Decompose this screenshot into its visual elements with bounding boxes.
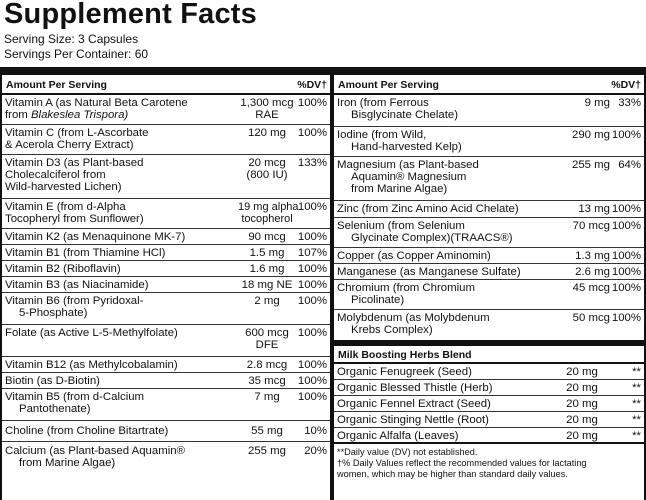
nutrient-amount: 2.6 mg bbox=[575, 266, 610, 278]
serving-size: Serving Size: 3 Capsules bbox=[4, 32, 139, 46]
herb-dv: ** bbox=[632, 430, 641, 442]
nutrient-row bbox=[2, 95, 330, 125]
nutrient-name: Vitamin B3 (as Niacinamide) bbox=[5, 279, 149, 291]
herb-name: Organic Fenugreek (Seed) bbox=[337, 366, 472, 378]
nutrient-dv: 100% bbox=[297, 97, 327, 109]
nutrient-amount: 255 mg bbox=[248, 445, 286, 457]
nutrient-row bbox=[2, 199, 330, 229]
nutrient-name: Choline (from Choline Bitartrate) bbox=[5, 425, 169, 437]
herb-dv: ** bbox=[632, 414, 641, 426]
nutrient-name: Vitamin E (from d-Alpha Tocopheryl from Sunflower) bbox=[5, 201, 144, 225]
nutrient-amount: 9 mg bbox=[584, 97, 610, 109]
footnote-line: †% Daily Values reflect the recommended values for lactating bbox=[337, 458, 587, 468]
nutrient-dv: 100% bbox=[297, 279, 327, 291]
nutrient-amount: 1.3 mg bbox=[575, 250, 610, 262]
nutrient-row bbox=[2, 277, 330, 293]
nutrient-dv: 20% bbox=[304, 445, 327, 457]
blend-heading: Milk Boosting Herbs Blend bbox=[334, 346, 644, 364]
nutrient-name: Vitamin B2 (Riboflavin) bbox=[5, 263, 121, 275]
nutrient-dv: 100% bbox=[611, 220, 641, 232]
nutrient-name: Molybdenum (as Molybdenum Krebs Complex) bbox=[337, 312, 490, 336]
nutrient-dv: 133% bbox=[297, 157, 327, 169]
page-title: Supplement Facts bbox=[4, 0, 257, 30]
blend-row bbox=[334, 396, 644, 412]
nutrient-dv: 100% bbox=[297, 263, 327, 275]
nutrient-name: Iron (from Ferrous Bisglycinate Chelate) bbox=[337, 97, 458, 121]
nutrient-name: Chromium (from Chromium Picolinate) bbox=[337, 282, 475, 306]
nutrient-dv: 100% bbox=[611, 312, 641, 324]
herb-amount: 20 mg bbox=[566, 398, 598, 410]
nutrient-amount: 35 mcg bbox=[248, 375, 286, 387]
herb-amount: 20 mg bbox=[566, 382, 598, 394]
amount-per-serving-heading: Amount Per Serving bbox=[338, 79, 439, 91]
nutrient-amount: 70 mcg bbox=[572, 220, 610, 232]
nutrient-name: Vitamin K2 (as Menaquinone MK-7) bbox=[5, 231, 186, 243]
herb-name: Organic Stinging Nettle (Root) bbox=[337, 414, 489, 426]
herb-dv: ** bbox=[632, 382, 641, 394]
left-column bbox=[2, 75, 330, 474]
nutrient-row bbox=[2, 442, 330, 474]
servings-per-container: Servings Per Container: 60 bbox=[4, 47, 149, 61]
right-column bbox=[334, 75, 644, 480]
nutrient-name: Folate (as Active L-5-Methylfolate) bbox=[5, 327, 178, 339]
nutrient-row bbox=[334, 248, 644, 264]
nutrient-row bbox=[334, 310, 644, 340]
nutrient-name: Vitamin B5 (from d-Calcium Pantothenate) bbox=[5, 391, 145, 415]
nutrient-amount: 19 mg alpha tocopherol bbox=[238, 201, 299, 225]
right-column-header bbox=[334, 75, 644, 95]
dv-heading: %DV† bbox=[611, 79, 641, 91]
nutrient-name: Manganese (as Manganese Sulfate) bbox=[337, 266, 521, 278]
nutrient-amount: 1.6 mg bbox=[249, 263, 285, 275]
nutrient-row bbox=[334, 201, 644, 218]
nutrient-row bbox=[334, 218, 644, 248]
amount-per-serving-heading: Amount Per Serving bbox=[6, 79, 107, 91]
footnote-line: women, which may be higher than standard daily values. bbox=[337, 469, 568, 479]
nutrient-dv: 107% bbox=[297, 247, 327, 259]
nutrient-amount: 50 mcg bbox=[572, 312, 610, 324]
nutrient-amount: 255 mg bbox=[572, 159, 610, 171]
nutrient-dv: 100% bbox=[611, 282, 641, 294]
nutrient-row bbox=[2, 421, 330, 442]
nutrient-row bbox=[2, 293, 330, 325]
nutrient-row bbox=[2, 261, 330, 277]
nutrient-name: Vitamin B1 (from Thiamine HCl) bbox=[5, 247, 166, 259]
footnotes bbox=[334, 444, 644, 480]
nutrient-amount: 20 mcg (800 IU) bbox=[246, 157, 288, 181]
nutrient-amount: 1,300 mcg RAE bbox=[240, 97, 294, 121]
left-column-header bbox=[2, 75, 330, 95]
herb-name: Organic Fennel Extract (Seed) bbox=[337, 398, 491, 410]
nutrient-amount: 1.5 mg bbox=[249, 247, 285, 259]
nutrient-name: Vitamin B6 (from Pyridoxal- 5-Phosphate) bbox=[5, 295, 144, 319]
blend-row bbox=[334, 364, 644, 380]
nutrient-name: Vitamin D3 (as Plant-based Cholecalciferol from Wild-harvested Lichen) bbox=[5, 157, 144, 193]
nutrient-row bbox=[334, 157, 644, 201]
nutrient-dv: 100% bbox=[297, 201, 327, 213]
nutrient-name: Zinc (from Zinc Amino Acid Chelate) bbox=[337, 203, 519, 215]
nutrient-row bbox=[334, 127, 644, 157]
nutrient-dv: 33% bbox=[618, 97, 641, 109]
nutrient-row bbox=[334, 95, 644, 127]
nutrient-row bbox=[2, 245, 330, 261]
nutrient-amount: 55 mg bbox=[251, 425, 283, 437]
blend-row bbox=[334, 412, 644, 428]
nutrient-dv: 10% bbox=[304, 425, 327, 437]
footnote-line: **Daily value (DV) not established. bbox=[337, 447, 478, 457]
nutrient-dv: 100% bbox=[297, 231, 327, 243]
nutrient-dv: 100% bbox=[297, 327, 327, 339]
nutrient-amount: 13 mg bbox=[578, 203, 610, 215]
herb-dv: ** bbox=[632, 366, 641, 378]
nutrient-dv: 100% bbox=[297, 359, 327, 371]
nutrient-row bbox=[2, 155, 330, 199]
nutrient-row bbox=[2, 325, 330, 357]
dv-heading: %DV† bbox=[297, 79, 327, 91]
nutrient-name: Copper (as Copper Aminomin) bbox=[337, 250, 491, 262]
nutrient-amount: 90 mcg bbox=[248, 231, 286, 243]
nutrient-dv: 100% bbox=[611, 129, 641, 141]
nutrient-name: Iodine (from Wild, Hand-harvested Kelp) bbox=[337, 129, 462, 153]
nutrient-amount: 290 mg bbox=[572, 129, 610, 141]
blend-row bbox=[334, 380, 644, 396]
nutrient-row bbox=[2, 229, 330, 245]
nutrient-row bbox=[2, 389, 330, 421]
nutrient-name: Selenium (from Selenium Glycinate Complex)(TRAACS®) bbox=[337, 220, 513, 244]
nutrient-row bbox=[2, 373, 330, 389]
nutrient-amount: 2.8 mcg bbox=[246, 359, 288, 371]
blend-row bbox=[334, 428, 644, 444]
nutrient-amount: 2 mg bbox=[254, 295, 280, 307]
nutrient-amount: 45 mcg bbox=[572, 282, 610, 294]
nutrient-name: Vitamin B12 (as Methylcobalamin) bbox=[5, 359, 178, 371]
nutrient-name: Biotin (as D-Biotin) bbox=[5, 375, 100, 387]
herb-amount: 20 mg bbox=[566, 430, 598, 442]
nutrient-amount: 120 mg bbox=[248, 127, 286, 139]
herb-name: Organic Alfalfa (Leaves) bbox=[337, 430, 459, 442]
nutrient-row bbox=[2, 357, 330, 373]
nutrient-amount: 600 mcg DFE bbox=[245, 327, 289, 351]
nutrient-name: Calcium (as Plant-based Aquamin® from Marine Algae) bbox=[5, 445, 185, 469]
nutrient-dv: 64% bbox=[618, 159, 641, 171]
nutrient-dv: 100% bbox=[297, 295, 327, 307]
nutrient-row bbox=[2, 125, 330, 155]
nutrient-dv: 100% bbox=[611, 203, 641, 215]
nutrient-dv: 100% bbox=[297, 391, 327, 403]
nutrient-name: Magnesium (as Plant-based Aquamin® Magnesium from Marine Algae) bbox=[337, 159, 479, 195]
nutrient-dv: 100% bbox=[297, 127, 327, 139]
herb-amount: 20 mg bbox=[566, 414, 598, 426]
nutrient-amount: 7 mg bbox=[254, 391, 280, 403]
nutrient-row bbox=[334, 280, 644, 310]
nutrient-dv: 100% bbox=[297, 375, 327, 387]
nutrient-name: Vitamin A (as Natural Beta Carotene from Blakeslea Trispora) bbox=[5, 97, 188, 121]
nutrient-amount: 18 mg NE bbox=[241, 279, 293, 291]
herb-name: Organic Blessed Thistle (Herb) bbox=[337, 382, 493, 394]
nutrient-dv: 100% bbox=[611, 266, 641, 278]
nutrient-dv: 100% bbox=[611, 250, 641, 262]
herb-dv: ** bbox=[632, 398, 641, 410]
herb-amount: 20 mg bbox=[566, 366, 598, 378]
facts-table bbox=[0, 67, 646, 500]
nutrient-name: Vitamin C (from L-Ascorbate & Acerola Cherry Extract) bbox=[5, 127, 149, 151]
nutrient-row bbox=[334, 264, 644, 280]
